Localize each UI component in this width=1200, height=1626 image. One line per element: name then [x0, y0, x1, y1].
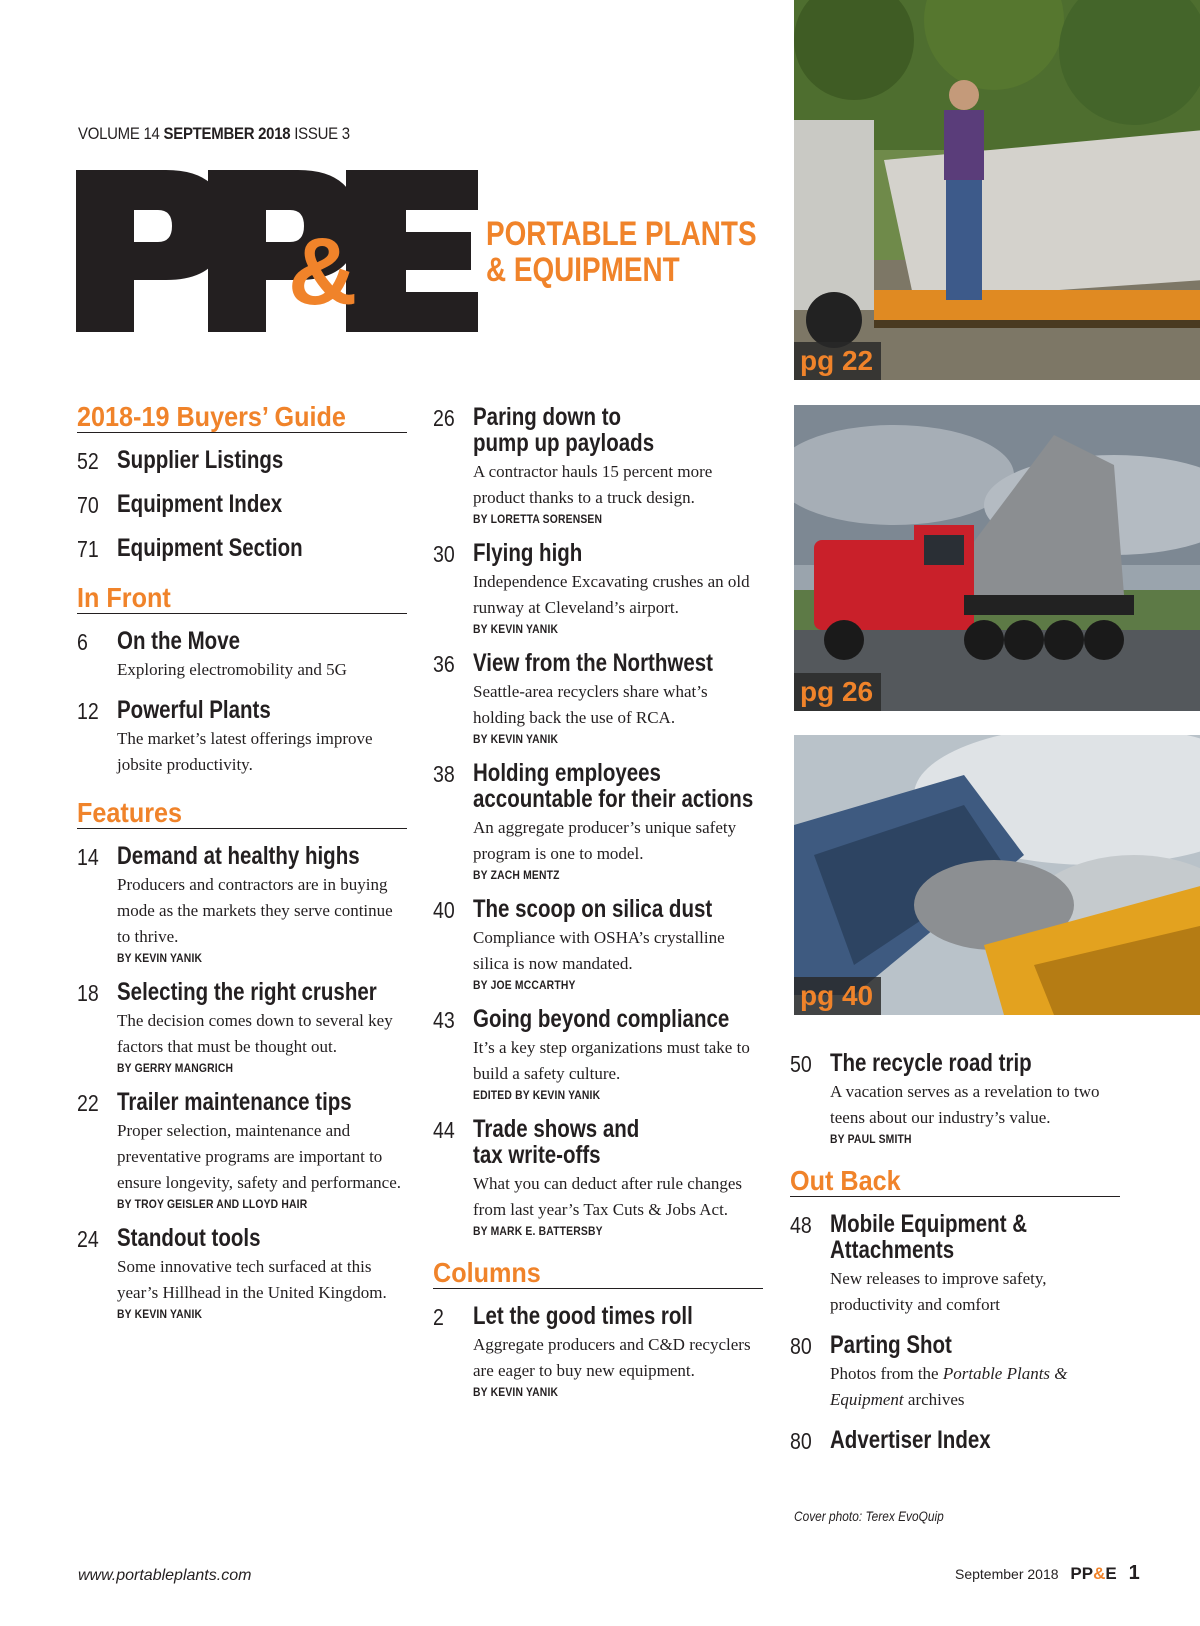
entry-title: Mobile Equipment & — [830, 1210, 1028, 1238]
entry-byline: BY TROY GEISLER AND LLOYD HAIR — [117, 1199, 308, 1211]
toc-entry[interactable] — [77, 1225, 407, 1321]
toc-entry[interactable] — [77, 491, 407, 517]
page-number: 40 — [433, 897, 455, 923]
right-column — [790, 1050, 1120, 1467]
section-heading: Columns — [433, 1257, 541, 1288]
entry-title-line-2: tax write-offs — [473, 1141, 601, 1169]
entry-title: Trade shows and — [473, 1115, 640, 1143]
entry-title: Equipment Index — [117, 490, 283, 518]
left-column — [77, 402, 407, 1335]
entry-description: An aggregate producer’s unique safety program is one to model. — [473, 818, 737, 863]
photo-trailer[interactable] — [794, 0, 1200, 380]
entry-byline: BY ZACH MENTZ — [473, 870, 560, 882]
entry-title: Standout tools — [117, 1224, 261, 1252]
tagline-line-1: PORTABLE PLANTS — [486, 215, 757, 253]
page-number: 71 — [77, 536, 99, 562]
buyers-guide-header — [77, 402, 407, 433]
entry-title: The scoop on silica dust — [473, 895, 713, 923]
toc-entry[interactable] — [790, 1211, 1120, 1318]
entry-description: A vacation serves as a revelation to two teens about our industry’s value. — [830, 1082, 1100, 1127]
toc-entry[interactable] — [433, 650, 763, 746]
dump-truck-photo — [794, 405, 1200, 711]
entry-description: Producers and contractors are in buying mode as the markets they serve continue to thrive. — [117, 875, 393, 946]
footer-url[interactable]: www.portableplants.com — [78, 1567, 252, 1584]
page-number: 50 — [790, 1051, 812, 1077]
toc-entry[interactable] — [433, 1006, 763, 1102]
entry-description: Independence Excavating crushes an old runway at Cleveland’s airport. — [473, 572, 750, 617]
entry-title: On the Move — [117, 627, 241, 655]
page-number: 24 — [77, 1226, 99, 1252]
entry-description: Aggregate producers and C&D recyclers are eager to buy new equipment. — [473, 1335, 751, 1380]
entry-byline: BY MARK E. BATTERSBY — [473, 1226, 603, 1238]
issue-line — [78, 124, 350, 144]
toc-entry[interactable] — [433, 1116, 763, 1238]
section-heading: Features — [77, 797, 183, 828]
entry-title-line-2: accountable for their actions — [473, 785, 754, 813]
page-number: 36 — [433, 651, 455, 677]
page-number: 38 — [433, 761, 455, 787]
section-heading: 2018-19 Buyers’ Guide — [77, 401, 346, 432]
middle-column — [433, 404, 763, 1413]
entry-description: The decision comes down to several key factors that must be thought out. — [117, 1011, 393, 1056]
screener-photo — [794, 735, 1200, 1015]
entry-byline: BY KEVIN YANIK — [473, 734, 559, 746]
entry-description: The market’s latest offerings improve jobsite productivity. — [117, 729, 373, 774]
entry-title: Going beyond compliance — [473, 1005, 730, 1033]
footer-date: September 2018 — [955, 1566, 1059, 1582]
page-number: 70 — [77, 492, 99, 518]
entry-description: New releases to improve safety, productivity and comfort — [830, 1269, 1047, 1314]
toc-entry[interactable] — [77, 628, 407, 683]
page-number: 12 — [77, 698, 99, 724]
entry-title: Let the good times roll — [473, 1302, 693, 1330]
page-label: pg 40 — [794, 977, 881, 1015]
trailer-photo — [794, 0, 1200, 380]
toc-entry[interactable] — [790, 1050, 1120, 1146]
page-number: 44 — [433, 1117, 455, 1143]
toc-entry[interactable] — [77, 843, 407, 965]
toc-entry[interactable] — [77, 697, 407, 778]
toc-entry[interactable] — [433, 896, 763, 992]
entry-byline: BY JOE MCCARTHY — [473, 980, 576, 992]
entry-title: Holding employees — [473, 759, 661, 787]
page-number: 2 — [433, 1304, 444, 1330]
desc-text-end: archives — [903, 1390, 965, 1409]
entry-description: Compliance with OSHA’s crystalline silica is now mandated. — [473, 928, 725, 973]
cover-photo-credit: Cover photo: Terex EvoQuip — [794, 1508, 944, 1524]
entry-description: Some innovative tech surfaced at this year’s Hillhead in the United Kingdom. — [117, 1257, 387, 1302]
page-number: 30 — [433, 541, 455, 567]
volume: VOLUME 14 — [78, 124, 160, 143]
page-number: 18 — [77, 980, 99, 1006]
out-back-header — [790, 1166, 1120, 1197]
entry-description: It’s a key step organizations must take to build a safety culture. — [473, 1038, 750, 1083]
page-number: 52 — [77, 448, 99, 474]
entry-title: Powerful Plants — [117, 696, 271, 724]
toc-entry[interactable] — [433, 1303, 763, 1399]
page-number: 43 — [433, 1007, 455, 1033]
entry-title: Parting Shot — [830, 1331, 952, 1359]
page-label: pg 22 — [794, 342, 881, 380]
entry-title-line-2: Attachments — [830, 1236, 955, 1264]
toc-entry[interactable] — [433, 760, 763, 882]
page-number: 80 — [790, 1333, 812, 1359]
page-number: 6 — [77, 629, 88, 655]
entry-byline: BY LORETTA SORENSEN — [473, 514, 603, 526]
entry-title: Supplier Listings — [117, 446, 284, 474]
toc-entry[interactable] — [77, 535, 407, 561]
page-label: pg 26 — [794, 673, 881, 711]
brand-pp: PP — [1070, 1564, 1094, 1583]
entry-title: Trailer maintenance tips — [117, 1088, 352, 1116]
toc-entry[interactable] — [433, 540, 763, 636]
entry-byline: BY KEVIN YANIK — [117, 1309, 203, 1321]
section-heading: Out Back — [790, 1165, 901, 1196]
entry-byline: BY PAUL SMITH — [830, 1134, 912, 1146]
page-number-footer: 1 — [1128, 1562, 1140, 1584]
page-number: 22 — [77, 1090, 99, 1116]
entry-description: Exploring electromobility and 5G — [117, 660, 347, 679]
entry-title: View from the Northwest — [473, 649, 713, 677]
svg-text:&: & — [288, 218, 358, 325]
entry-description: Seattle-area recyclers share what’s holding back the use of RCA. — [473, 682, 708, 727]
entry-description: Proper selection, maintenance and preventative programs are important to ensure longevity, safety and performance. — [117, 1121, 402, 1192]
entry-description: A contractor hauls 15 percent more product thanks to a truck design. — [473, 462, 713, 507]
entry-title-line-2: pump up payloads — [473, 429, 655, 457]
entry-byline: EDITED BY KEVIN YANIK — [473, 1090, 601, 1102]
toc-entry[interactable] — [77, 979, 407, 1075]
entry-description: What you can deduct after rule changes from last year’s Tax Cuts & Jobs Act. — [473, 1174, 743, 1219]
entry-title: Demand at healthy highs — [117, 842, 360, 870]
ppe-logo — [76, 170, 478, 332]
entry-byline: BY KEVIN YANIK — [473, 624, 559, 636]
page-number: 48 — [790, 1212, 812, 1238]
page-number: 80 — [790, 1428, 812, 1454]
footer-brand — [1070, 1564, 1116, 1583]
toc-entry[interactable] — [77, 447, 407, 473]
in-front-header — [77, 583, 407, 614]
photo-dump-truck[interactable] — [794, 405, 1200, 711]
tagline — [486, 216, 757, 288]
features-header — [77, 798, 407, 829]
entry-title: Flying high — [473, 539, 583, 567]
desc-text: Photos from the — [830, 1364, 943, 1383]
footer-folio — [955, 1562, 1140, 1585]
entry-title: Paring down to — [473, 403, 622, 431]
brand-e: E — [1105, 1564, 1117, 1583]
desc-italic: Portable Plants & Equipment — [830, 1364, 1068, 1409]
entry-byline: BY KEVIN YANIK — [117, 953, 203, 965]
section-heading: In Front — [77, 582, 171, 613]
page-number: 14 — [77, 844, 99, 870]
columns-header — [433, 1258, 763, 1289]
toc-entry[interactable] — [433, 404, 763, 526]
toc-entry[interactable] — [790, 1332, 1120, 1413]
entry-byline: BY GERRY MANGRICH — [117, 1063, 234, 1075]
entry-title: Advertiser Index — [830, 1426, 991, 1454]
tagline-line-2: & EQUIPMENT — [486, 251, 680, 289]
issue-number: ISSUE 3 — [294, 124, 350, 143]
brand-amp: & — [1093, 1564, 1106, 1583]
toc-entry[interactable] — [790, 1427, 1120, 1453]
page-number: 26 — [433, 405, 455, 431]
issue-date: SEPTEMBER 2018 — [163, 124, 291, 143]
entry-byline: BY KEVIN YANIK — [473, 1387, 559, 1399]
entry-title: Selecting the right crusher — [117, 978, 377, 1006]
entry-title: The recycle road trip — [830, 1049, 1032, 1077]
entry-description — [830, 1361, 1120, 1413]
photo-screener[interactable] — [794, 735, 1200, 1015]
toc-entry[interactable] — [77, 1089, 407, 1211]
entry-title: Equipment Section — [117, 534, 303, 562]
